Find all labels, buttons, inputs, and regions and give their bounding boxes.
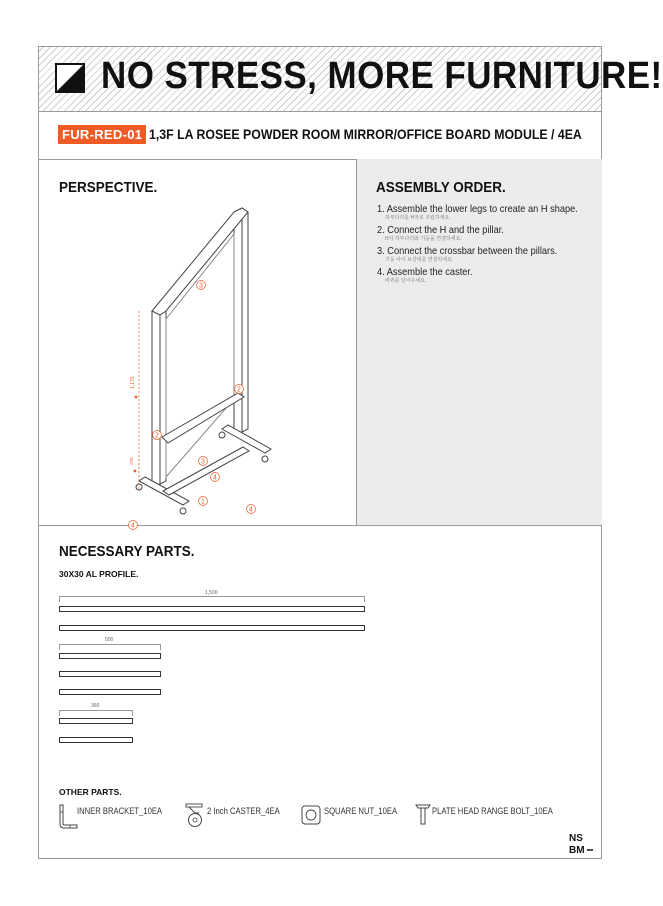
- caster-back-right: [262, 456, 268, 462]
- other-parts-title: OTHER PARTS.: [59, 787, 122, 797]
- profile-bar-long: [59, 625, 365, 631]
- bracket-icon: [57, 804, 79, 830]
- assembly-title: ASSEMBLY ORDER.: [376, 179, 506, 196]
- step-text-korean: H자 하부다리와 기둥을 연결하세요.: [385, 236, 462, 242]
- logo-triangle-icon: [55, 63, 85, 93]
- short-dimension-label: 360: [91, 703, 100, 709]
- other-part-label: 2 Inch CASTER_4EA: [207, 806, 280, 816]
- square-nut-icon: [301, 805, 321, 825]
- step-text-korean: 기둥 사이 보강대를 연결하세요.: [385, 257, 454, 263]
- other-part-label: SQUARE NUT_10EA: [324, 806, 398, 816]
- mid-dimension-line: [59, 644, 161, 650]
- profile-bar-short: [59, 718, 133, 724]
- step-text-korean: 하부다리를 H자로 조립하세요.: [385, 215, 451, 221]
- svg-text:BM: BM: [569, 845, 585, 856]
- product-name: 1,3F LA ROSEE POWDER ROOM MIRROR/OFFICE BOARD MODULE / 4EA: [149, 126, 582, 142]
- assembly-panel: [356, 159, 602, 525]
- profile-bar-long: [59, 606, 365, 612]
- step-text: 3. Connect the crossbar between the pillars.: [377, 245, 558, 257]
- bolt-icon: [415, 804, 431, 826]
- callout-4-right: 4: [249, 506, 253, 514]
- brand-logo-icon: [567, 829, 595, 857]
- mid-dimension-label: 500: [105, 637, 114, 643]
- profile-title: 30X30 AL PROFILE.: [59, 569, 139, 579]
- caster-front-right: [180, 508, 186, 514]
- leg-dimension-dot: [134, 470, 137, 473]
- assembly-step: [377, 203, 602, 222]
- product-line: [39, 111, 601, 160]
- height-dimension-label: 1,170: [130, 376, 136, 389]
- assembly-step: [377, 245, 602, 264]
- header-banner: [39, 47, 663, 112]
- profile-bar-mid: [59, 689, 161, 695]
- profile-bar-short: [59, 737, 133, 743]
- callout-1-base: 1: [201, 498, 205, 506]
- perspective-panel: [39, 159, 356, 530]
- parts-title: NECESSARY PARTS.: [59, 543, 195, 560]
- step-text-korean: 바퀴를 달아주세요.: [385, 278, 427, 284]
- other-part-label: PLATE HEAD RANGE BOLT_10EA: [432, 806, 553, 816]
- callout-2-left: 2: [155, 432, 159, 440]
- product-code-badge: FUR-RED-01: [58, 125, 146, 144]
- perspective-assembly-row: [39, 159, 601, 530]
- other-part-label: INNER BRACKET_10EA: [77, 806, 163, 816]
- caster-back-left: [219, 432, 225, 438]
- left-pillar: [152, 307, 166, 485]
- profile-bar-mid: [59, 671, 161, 677]
- step-text: 4. Assemble the caster.: [377, 266, 473, 278]
- callout-4-left: 4: [131, 522, 135, 530]
- assembly-sheet: [38, 46, 663, 859]
- callout-3-top: 3: [199, 282, 203, 290]
- long-dimension-label: 1,500: [205, 590, 218, 596]
- perspective-drawing: [39, 159, 356, 530]
- long-dimension-line: [59, 596, 365, 602]
- page-title: NO STRESS, MORE FURNITURE!: [101, 55, 663, 97]
- caster-icon: [183, 803, 205, 829]
- callout-3-middle: 3: [201, 458, 205, 466]
- perspective-title: PERSPECTIVE.: [59, 179, 158, 196]
- leg-dimension-label: 270: [129, 457, 134, 465]
- profile-bar-mid: [59, 653, 161, 659]
- short-dimension-line: [59, 710, 133, 716]
- callout-2-right: 2: [237, 386, 241, 394]
- callout-4-back: 4: [213, 474, 217, 482]
- svg-text:NS: NS: [569, 833, 583, 844]
- assembly-step: [377, 266, 602, 285]
- height-dimension-dot: [135, 396, 138, 399]
- step-text: 2. Connect the H and the pillar.: [377, 224, 504, 236]
- assembly-step: [377, 224, 602, 243]
- step-text: 1. Assemble the lower legs to create an H shape.: [377, 203, 578, 215]
- assembly-steps: [377, 203, 602, 287]
